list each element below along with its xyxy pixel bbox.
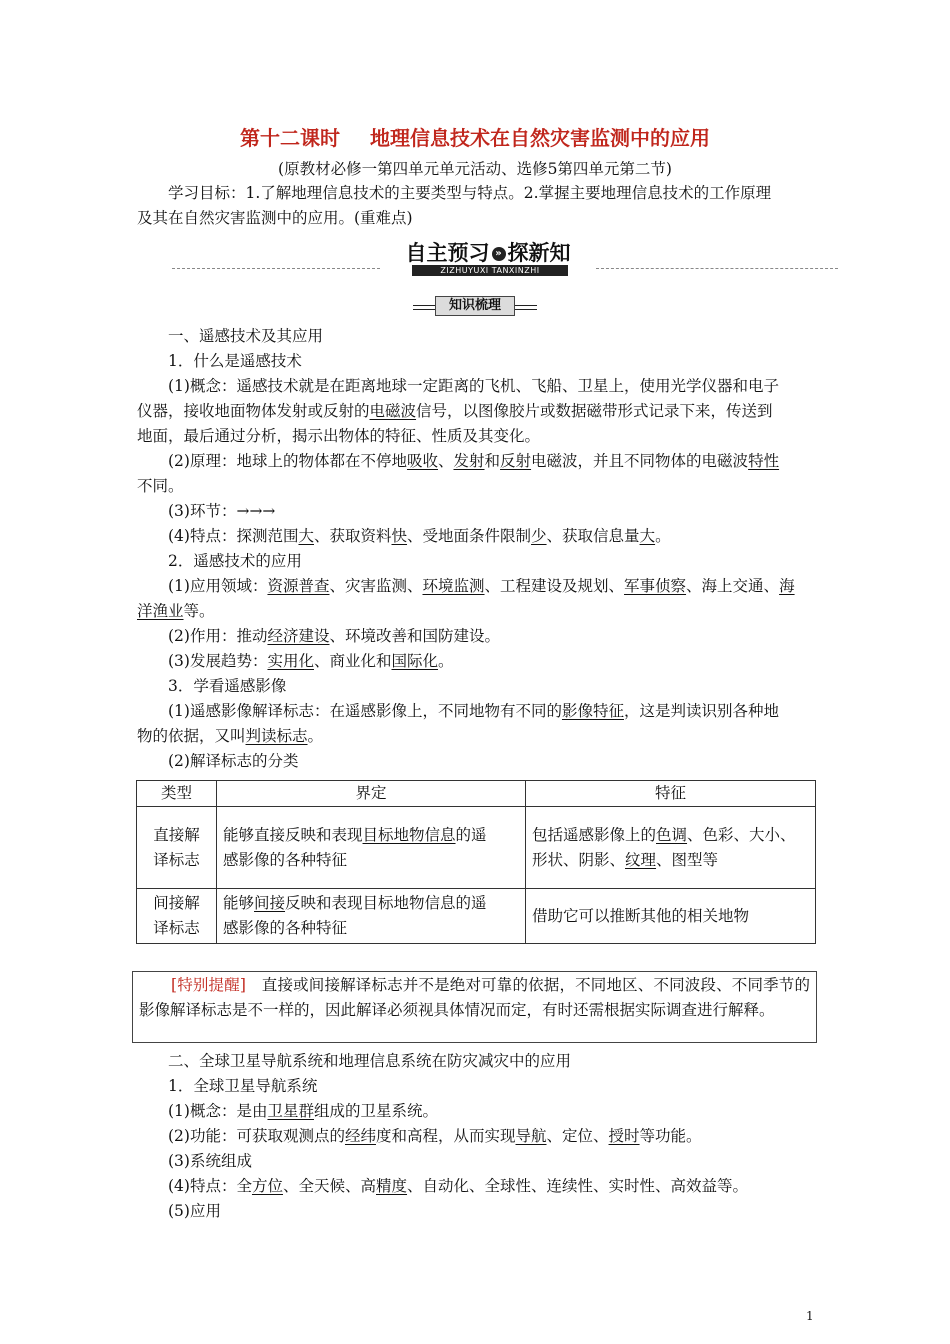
text: 、 [437,452,454,470]
sec1-sub3-title: 3．学看遥感影像 [168,677,287,695]
reminder-text: 直接或间接解译标志并不是绝对可靠的依据，不同地区、不同波段、不同季节的影像解译标志是不一样的，因此解译必须视具体情况而定，有时还需根据实际调查进行解释。 [139,976,810,1019]
section-banner [0,238,950,278]
sec2-sub1-title: 1．全球卫星导航系统 [168,1077,318,1095]
banner-pinyin: ZIZHUYUXI TANXINZHI [412,265,568,276]
text: 、获取信息量 [546,527,640,545]
blank-answer: 大 [639,527,656,545]
text: 仪器，接收地面物体发射或反射的 [137,402,370,420]
text: 、海上交通、 [686,577,780,595]
text: 、商业化和 [313,652,392,670]
blank-answer: 特性 [748,452,780,470]
text: 感影像的各种特征 [223,919,348,937]
blank-answer: 间接 [254,894,286,912]
text: 、受地面条件限制 [407,527,532,545]
text: 、自动化、全球性、连续性、实时性、高效益等。 [407,1177,749,1195]
blank-answer: 精度 [376,1177,408,1195]
table-header-row [137,781,816,807]
blank-answer: 国际化 [391,652,439,670]
text: 感影像的各种特征 [223,850,348,869]
blank-answer: 反射 [500,452,532,470]
text: 、全天候、高 [282,1177,376,1195]
blank-answer: 大 [298,527,314,545]
text: 、定位、 [546,1127,609,1145]
classification-title: (2)解译标志的分类 [168,752,299,770]
cell-type [137,889,217,944]
text: (1)应用领域： [168,577,268,595]
gnss-concept-line [168,1099,848,1124]
blank-answer: 发射 [453,452,485,470]
blank-answer: 判读标志 [245,727,308,745]
blank-answer: 实用化 [267,652,314,670]
text: 信号，以图像胶片或数据磁带形式记录下来，传送到 [416,402,773,420]
fields-line2 [137,599,817,624]
title-part-a: 第十二课时 [240,126,340,150]
knowledge-bar-right [515,305,537,310]
text: 能够 [223,894,255,912]
blank-answer: 授时 [608,1127,640,1145]
learning-goal-line1: 学习目标：1.了解地理信息技术的主要类型与特点。2.掌握主要地理信息技术的工作原理 [168,184,772,202]
blank-answer: 电磁波 [369,402,417,420]
cell-definition [217,889,526,944]
text: 物的依据，又叫 [137,727,246,745]
role-line [168,624,848,649]
text: 、图型等 [656,850,719,869]
text: 包括遥感影像上的 [532,825,657,844]
text: 、灾害监测、 [329,577,423,595]
features-line [168,524,848,549]
cell-type [137,807,217,889]
blank-answer: 军事侦察 [624,577,687,595]
blank-answer: 快 [391,527,408,545]
page-number: 1 [806,1309,814,1323]
gnss-features-line [168,1174,848,1199]
text: 电磁波，并且不同物体的电磁波 [531,452,749,470]
gnss-function-line [168,1124,848,1149]
text: 反映和表现目标地物信息的遥 [285,894,487,912]
table-header-feature: 特征 [526,781,816,807]
knowledge-label-box [413,296,537,316]
gnss-system-line: (3)系统组成 [168,1152,252,1170]
text: (2)作用：推动 [168,627,268,645]
text: (2)功能：可获取观测点的 [168,1127,345,1145]
text: (4)特点：全 [168,1177,252,1195]
banner-arrow-icon: » [492,247,506,261]
blank-answer: 洋渔业 [137,602,184,620]
blank-answer: 色调 [656,825,688,844]
text: 间接解 [153,894,200,912]
cell-feature [526,807,816,889]
blank-answer: 吸收 [406,452,438,470]
subtitle: (原教材必修一第四单元单元活动、选修5第四单元第二节) [278,160,672,178]
sec2-heading: 二、全球卫星导航系统和地理信息系统在防灾减灾中的应用 [168,1052,572,1070]
banner-title [380,238,596,268]
fields-line1 [168,574,848,599]
text: 、工程建设及规划、 [484,577,625,595]
blank-answer: 经纬 [344,1127,376,1145]
blank-answer: 方位 [251,1177,283,1195]
blank-answer: 资源普查 [267,577,330,595]
text: 形状、阴影、 [532,850,626,869]
text: 度和高程，从而实现 [375,1127,516,1145]
text: 、获取资料 [313,527,392,545]
banner-title-right: 探新知 [507,241,571,265]
blank-answer: 环境监测 [422,577,485,595]
text: 等功能。 [639,1127,702,1145]
learning-goal-line2: 及其在自然灾害监测中的应用。(重难点) [137,209,413,227]
text: 直接解 [153,825,200,844]
blank-answer: 纹理 [625,850,657,869]
page-title [0,122,950,151]
concept-line2 [137,399,817,424]
table-header-type: 类型 [137,781,217,807]
text: 的遥 [455,825,487,844]
reminder-tag: [特别提醒] [171,976,246,994]
text: (1)遥感影像解译标志：在遥感影像上，不同地物有不同的 [168,702,562,720]
title-part-b: 地理信息技术在自然灾害监测中的应用 [370,126,710,150]
text: (1)概念：是由 [168,1102,268,1120]
banner-dash-left [172,268,380,269]
table-header-definition: 界定 [217,781,526,807]
sec1-sub2-title: 2．遥感技术的应用 [168,552,302,570]
table-row [137,807,816,889]
sign-line2 [137,724,817,749]
blank-answer: 影像特征 [561,702,624,720]
banner-dash-right [596,268,838,269]
text [223,891,519,916]
concept-line1: (1)概念：遥感技术就是在距离地球一定距离的飞机、飞船、卫星上，使用光学仪器和电子 [168,377,779,395]
trend-line [168,649,848,674]
sec1-sub1-title: 1．什么是遥感技术 [168,352,302,370]
text: 译标志 [153,919,200,937]
text: ，这是判读识别各种地 [623,702,779,720]
text: 。 [438,652,454,670]
text [532,823,809,848]
text: 、色彩、大小、 [687,825,796,844]
table-row [137,889,816,944]
knowledge-label: 知识梳理 [435,296,515,316]
text: 组成的卫星系统。 [313,1102,438,1120]
text: (3)发展趋势： [168,652,268,670]
cell-definition [217,807,526,889]
text: 。 [307,727,324,745]
banner-title-left: 自主预习 [405,241,490,265]
gnss-application-line: (5)应用 [168,1202,221,1220]
blank-answer: 经济建设 [267,627,330,645]
text: (4)特点：探测范围 [168,527,299,545]
text: 。 [655,527,671,545]
blank-answer: 目标地物信息 [362,825,456,844]
principle-line2: 不同。 [137,477,184,495]
concept-line3: 地面，最后通过分析，揭示出物体的特征、性质及其变化。 [137,427,541,445]
text: (2)原理：地球上的物体都在不停地 [168,452,407,470]
blank-answer: 少 [531,527,547,545]
sign-classification-table [136,780,816,944]
links-line: (3)环节：→→→ [168,502,276,520]
blank-answer: 海 [779,577,795,595]
blank-answer: 卫星群 [267,1102,314,1120]
cell-feature: 借助它可以推断其他的相关地物 [526,889,816,944]
knowledge-bar-left [413,305,435,310]
text [223,823,519,848]
text: 能够直接反映和表现 [223,825,363,844]
text [532,848,809,873]
text: 译标志 [153,850,200,869]
sign-line1 [168,699,848,724]
text: 等。 [183,602,215,620]
text: 、环境改善和国防建设。 [329,627,500,645]
special-reminder-box [132,971,817,1043]
blank-answer: 导航 [515,1127,547,1145]
text: 和 [484,452,501,470]
sec1-heading: 一、遥感技术及其应用 [168,327,324,345]
principle-line1 [168,449,848,474]
